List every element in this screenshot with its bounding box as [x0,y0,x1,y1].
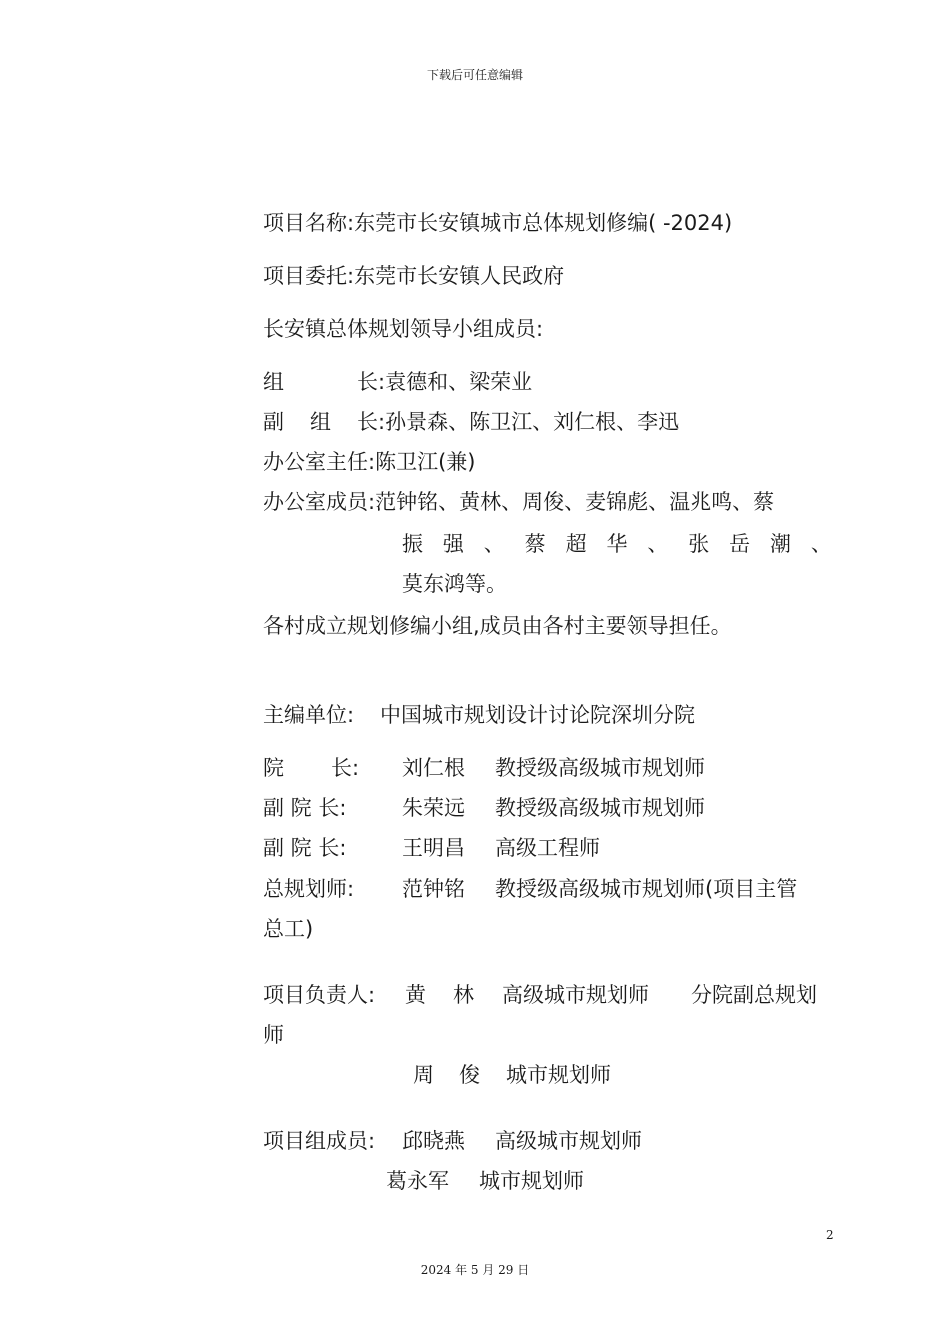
project-lead-1-title: 高级城市规划师 [502,983,649,1007]
vice-dean-1-label: 副 院 长: [263,796,347,820]
vice-dean-2-label: 副 院 长: [263,836,347,860]
project-lead-label: 项目负责人: [263,983,376,1007]
vice-dean-1-title: 教授级高级城市规划师 [495,796,705,820]
project-lead-2-title: 城市规划师 [506,1063,611,1087]
leader-value: 袁德和、梁荣业 [385,370,533,394]
office-members-line3: 莫东鸿等。 [402,572,507,596]
office-head-line [263,448,475,476]
office-members-char: 强 [442,532,464,556]
vice-dean-2-title: 高级工程师 [495,836,600,860]
office-members-value-1: 范钟铭、黄林、周俊、麦锦彪、温兆鸣、蔡 [375,490,775,514]
vice-dean-2-name: 王明昌 [402,836,465,860]
chief-planner-title: 教授级高级城市规划师(项目主管 [495,877,798,901]
footer-date: 2024 年 5 月 29 日 [420,1263,530,1277]
office-members-char: 岳 [729,532,751,556]
project-name-value: 东莞市长安镇城市总体规划修编( -2024) [354,211,733,235]
office-members-char: 华 [606,532,628,556]
editor-unit-label: 主编单位: [263,703,355,727]
member-2-name: 葛永军 [386,1169,449,1193]
project-client-line [263,262,564,290]
office-members-char: 、 [810,532,832,556]
deputy-label-a: 副 [263,410,284,434]
editor-unit-value: 中国城市规划设计讨论院深圳分院 [380,703,695,727]
villages-note: 各村成立规划修编小组,成员由各村主要领导担任。 [263,614,732,638]
leader-line [357,368,532,396]
leader-label-b: 长: [357,370,386,394]
dean-label-a: 院 [263,756,284,780]
deputy-line [357,408,679,436]
dean-label-b: 长: [331,756,360,780]
office-members-line1 [263,488,774,516]
office-members-char: 张 [688,532,710,556]
member-2-title: 城市规划师 [479,1169,584,1193]
project-lead-2-name-b: 俊 [459,1063,480,1087]
chief-planner-title-cont: 总工) [263,917,314,941]
project-members-label: 项目组成员: [263,1129,376,1153]
office-members-label: 办公室成员: [263,490,376,514]
leadership-title: 长安镇总体规划领导小组成员: [263,317,544,341]
dean-name: 刘仁根 [402,756,465,780]
vice-dean-1-name: 朱荣远 [402,796,465,820]
office-head-label: 办公室主任: [263,450,376,474]
project-name-label: 项目名称: [263,211,355,235]
deputy-label-b: 组 [310,410,331,434]
office-head-value: 陈卫江(兼) [375,450,476,474]
office-members-char: 潮 [770,532,792,556]
project-lead-2-name-a: 周 [413,1063,434,1087]
project-client-label: 项目委托: [263,264,355,288]
office-members-char: 超 [565,532,587,556]
project-lead-1-name-a: 黄 [405,983,426,1007]
page-number: 2 [826,1228,834,1242]
project-lead-1-role: 分院副总规划 [691,983,817,1007]
project-name-line [263,209,732,237]
office-members-char: 蔡 [524,532,546,556]
project-lead-1-role-cont: 师 [263,1023,284,1047]
page-header: 下载后可任意编辑 [426,68,523,82]
deputy-value: 孙景森、陈卫江、刘仁根、李迅 [385,410,680,434]
member-1-name: 邱晓燕 [402,1129,465,1153]
office-members-char: 、 [483,532,505,556]
project-lead-1-name-b: 林 [453,983,474,1007]
office-members-char: 振 [402,532,423,556]
deputy-label-c: 长: [357,410,386,434]
chief-planner-name: 范钟铭 [402,877,465,901]
chief-planner-label: 总规划师: [263,877,355,901]
dean-title: 教授级高级城市规划师 [495,756,705,780]
project-client-value: 东莞市长安镇人民政府 [354,264,565,288]
office-members-line2 [402,530,832,558]
member-1-title: 高级城市规划师 [495,1129,642,1153]
leader-label-a: 组 [263,370,284,394]
office-members-char: 、 [647,532,669,556]
